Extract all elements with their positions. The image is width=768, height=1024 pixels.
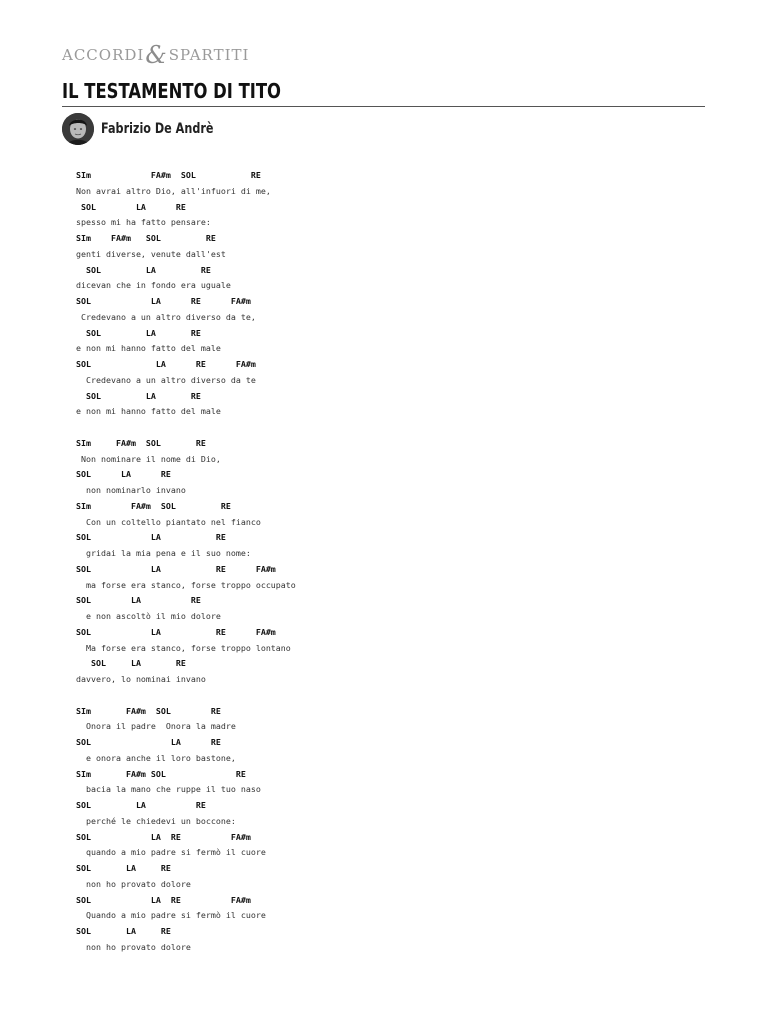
lyric-line: non ho provato dolore <box>76 941 191 952</box>
chord-line: SOL LA RE <box>76 532 226 543</box>
chord-line: SOL LA RE <box>76 658 186 669</box>
lyric-line: Onora il padre Onora la madre <box>76 721 236 732</box>
lyric-line: non nominarlo invano <box>76 485 186 495</box>
site-logo-right: SPARTITI <box>168 46 250 64</box>
lyric-line: Credevano a un altro diverso da te <box>76 374 256 385</box>
site-logo-ampersand: & <box>145 41 168 69</box>
chord-line: SOL LA RE <box>76 201 186 212</box>
artist-row[interactable] <box>62 112 242 146</box>
blank-line <box>76 420 716 436</box>
lyric-line: non ho provato dolore <box>76 878 191 889</box>
lyric-line: quando a mio padre si fermò il cuore <box>76 847 266 858</box>
blank-line <box>76 688 716 704</box>
chord-line: SOL LA RE FA#m <box>76 563 276 574</box>
lyric-line: davvero, lo nominai invano <box>76 674 206 684</box>
chord-line: SOL LA RE FA#m <box>76 296 251 306</box>
chord-line: SOL LA RE <box>76 800 206 810</box>
chord-line: SOL LA RE <box>76 327 201 338</box>
chord-line: SOL LA RE FA#m <box>76 894 251 905</box>
chord-line: SIm FA#m SOL RE <box>76 170 261 180</box>
chord-line: SOL LA RE <box>76 264 211 275</box>
song-title: IL TESTAMENTO DI TITO <box>62 79 282 103</box>
lyric-line: spesso mi ha fatto pensare: <box>76 217 211 228</box>
chord-line: SIm FA#m SOL RE <box>76 705 221 716</box>
lyric-line: e onora anche il loro bastone, <box>76 752 236 763</box>
lyric-line: ma forse era stanco, forse troppo occupato <box>76 579 296 590</box>
lyric-line: gridai la mia pena e il suo nome: <box>76 548 251 558</box>
chord-line: SOL LA RE FA#m <box>76 359 256 369</box>
chord-sheet <box>76 168 716 956</box>
lyric-line: Con un coltello piantato nel fianco <box>76 516 261 527</box>
lyric-line: Quando a mio padre si fermò il cuore <box>76 910 266 921</box>
chord-line: SIm FA#m SOL RE <box>76 768 246 779</box>
artist-name-link[interactable]: Fabrizio De Andrè <box>101 121 214 137</box>
site-logo-left: ACCORDI <box>62 46 145 64</box>
chord-line: SOL LA RE <box>76 390 201 401</box>
chord-line: SOL LA RE <box>76 469 171 480</box>
chord-line: SOL LA RE FA#m <box>76 626 276 637</box>
chord-line: SIm FA#m SOL RE <box>76 437 206 448</box>
lyric-line: e non ascoltò il mio dolore <box>76 611 221 621</box>
lyric-line: Credevano a un altro diverso da te, <box>76 311 256 322</box>
chord-line: SOL LA RE <box>76 863 171 873</box>
artist-portrait-icon <box>62 113 94 145</box>
chord-line: SIm FA#m SOL RE <box>76 233 216 243</box>
lyric-line: dicevan che in fondo era uguale <box>76 280 231 291</box>
lyric-line: perché le chiedevi un boccone: <box>76 815 236 826</box>
chord-line: SOL LA RE <box>76 737 221 747</box>
artist-avatar[interactable] <box>62 113 94 145</box>
chord-line: SOL LA RE <box>76 926 171 936</box>
title-divider <box>62 106 705 107</box>
lyric-line: e non mi hanno fatto del male <box>76 343 221 354</box>
chord-line: SOL LA RE <box>76 595 201 606</box>
lyric-line: Non nominare il nome di Dio, <box>76 453 221 464</box>
chord-line: SIm FA#m SOL RE <box>76 500 231 511</box>
lyric-line: bacia la mano che ruppe il tuo naso <box>76 784 261 795</box>
lyric-line: Ma forse era stanco, forse troppo lontano <box>76 642 291 653</box>
site-logo[interactable] <box>62 41 250 69</box>
lyric-line: Non avrai altro Dio, all'infuori di me, <box>76 185 271 196</box>
lyric-line: genti diverse, venute dall'est <box>76 248 226 259</box>
lyric-line: e non mi hanno fatto del male <box>76 406 221 417</box>
chord-line: SOL LA RE FA#m <box>76 831 251 842</box>
